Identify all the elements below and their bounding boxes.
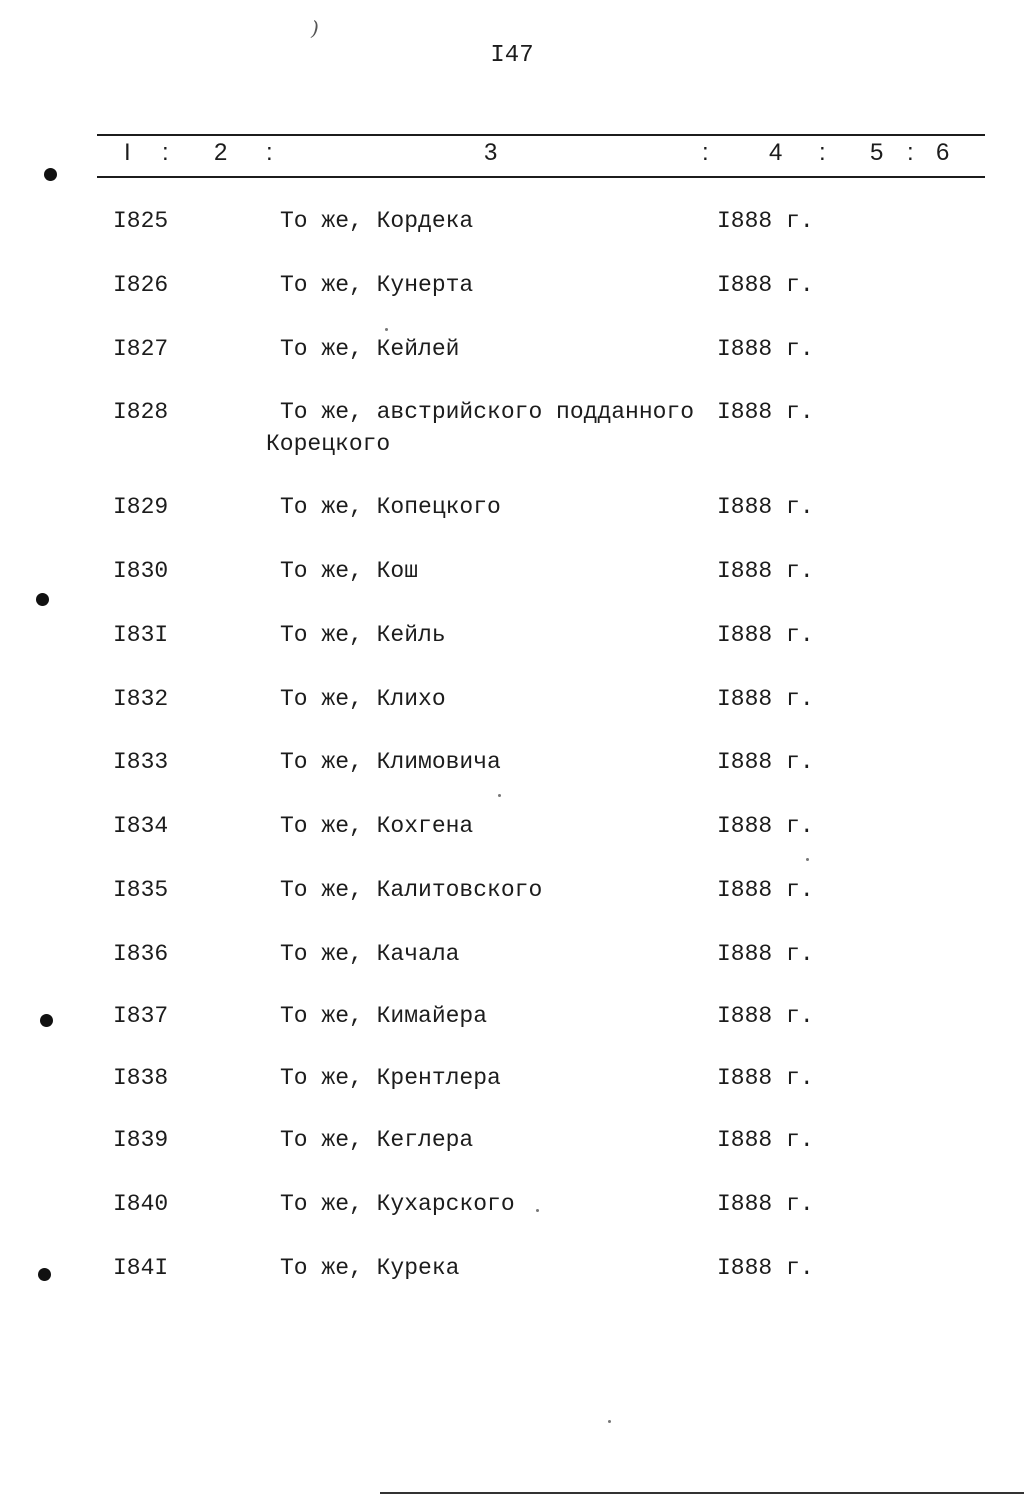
row-year: I888 г. — [717, 272, 814, 298]
row-description: То же, Кейль — [280, 622, 446, 648]
table-header-top-rule — [97, 134, 985, 136]
row-year: I888 г. — [717, 941, 814, 967]
header-separator: : — [266, 139, 273, 166]
punch-hole — [44, 168, 57, 181]
row-number: I840 — [113, 1191, 169, 1217]
row-number: I827 — [113, 336, 169, 362]
header-col-5: 5 — [870, 139, 884, 166]
header-col-2: 2 — [214, 139, 228, 166]
row-description: То же, Климовича — [280, 749, 501, 775]
header-col-1: I — [124, 139, 131, 166]
row-description: То же, Кош — [280, 558, 419, 584]
header-col-3: 3 — [484, 139, 498, 166]
row-description: То же, Кохгена — [280, 813, 474, 839]
scan-speck — [806, 858, 809, 861]
row-year: I888 г. — [717, 1003, 814, 1029]
row-description: То же, Клихо — [280, 686, 446, 712]
row-year: I888 г. — [717, 686, 814, 712]
row-year: I888 г. — [717, 208, 814, 234]
row-year: I888 г. — [717, 558, 814, 584]
row-number: I834 — [113, 813, 169, 839]
row-year: I888 г. — [717, 1191, 814, 1217]
row-year: I888 г. — [717, 877, 814, 903]
page-number: I47 — [490, 42, 534, 69]
row-number: I832 — [113, 686, 169, 712]
table-header-bottom-rule — [97, 176, 985, 178]
row-year: I888 г. — [717, 749, 814, 775]
row-number: I828 — [113, 399, 169, 425]
row-number: I837 — [113, 1003, 169, 1029]
row-number: I830 — [113, 558, 169, 584]
row-year: I888 г. — [717, 813, 814, 839]
row-description: То же, Калитовского — [280, 877, 543, 903]
row-year: I888 г. — [717, 1065, 814, 1091]
row-year: I888 г. — [717, 399, 814, 425]
row-number: I833 — [113, 749, 169, 775]
row-description: То же, Кухарского — [280, 1191, 515, 1217]
row-number: I83I — [113, 622, 169, 648]
row-description: То же, Качала — [280, 941, 460, 967]
row-description: То же, Крентлера — [280, 1065, 501, 1091]
header-separator: : — [702, 139, 709, 166]
row-year: I888 г. — [717, 494, 814, 520]
punch-hole — [36, 593, 49, 606]
row-number: I829 — [113, 494, 169, 520]
row-description: То же, Кимайера — [280, 1003, 488, 1029]
scan-speck — [536, 1209, 539, 1212]
header-separator: : — [819, 139, 826, 166]
scan-speck — [608, 1420, 611, 1423]
row-year: I888 г. — [717, 336, 814, 362]
row-description-continuation: Корецкого — [266, 431, 391, 457]
header-separator: : — [907, 139, 914, 166]
row-number: I839 — [113, 1127, 169, 1153]
row-number: I836 — [113, 941, 169, 967]
scan-speck — [498, 794, 501, 797]
header-col-4: 4 — [769, 139, 783, 166]
header-col-6: 6 — [936, 139, 950, 166]
row-number: I838 — [113, 1065, 169, 1091]
scan-bottom-edge — [380, 1492, 1024, 1494]
row-number: I835 — [113, 877, 169, 903]
row-description: То же, австрийского подданного — [280, 399, 695, 425]
scan-speck — [385, 328, 388, 331]
row-year: I888 г. — [717, 622, 814, 648]
margin-mark: ) — [311, 16, 319, 40]
row-description: То же, Копецкого — [280, 494, 501, 520]
punch-hole — [38, 1268, 51, 1281]
punch-hole — [40, 1014, 53, 1027]
row-description: То же, Кеглера — [280, 1127, 474, 1153]
row-number: I826 — [113, 272, 169, 298]
row-description: То же, Курека — [280, 1255, 460, 1281]
row-number: I84I — [113, 1255, 169, 1281]
row-description: То же, Кейлей — [280, 336, 460, 362]
header-separator: : — [162, 139, 169, 166]
row-description: То же, Кордека — [280, 208, 474, 234]
row-year: I888 г. — [717, 1127, 814, 1153]
row-number: I825 — [113, 208, 169, 234]
row-description: То же, Кунерта — [280, 272, 474, 298]
row-year: I888 г. — [717, 1255, 814, 1281]
